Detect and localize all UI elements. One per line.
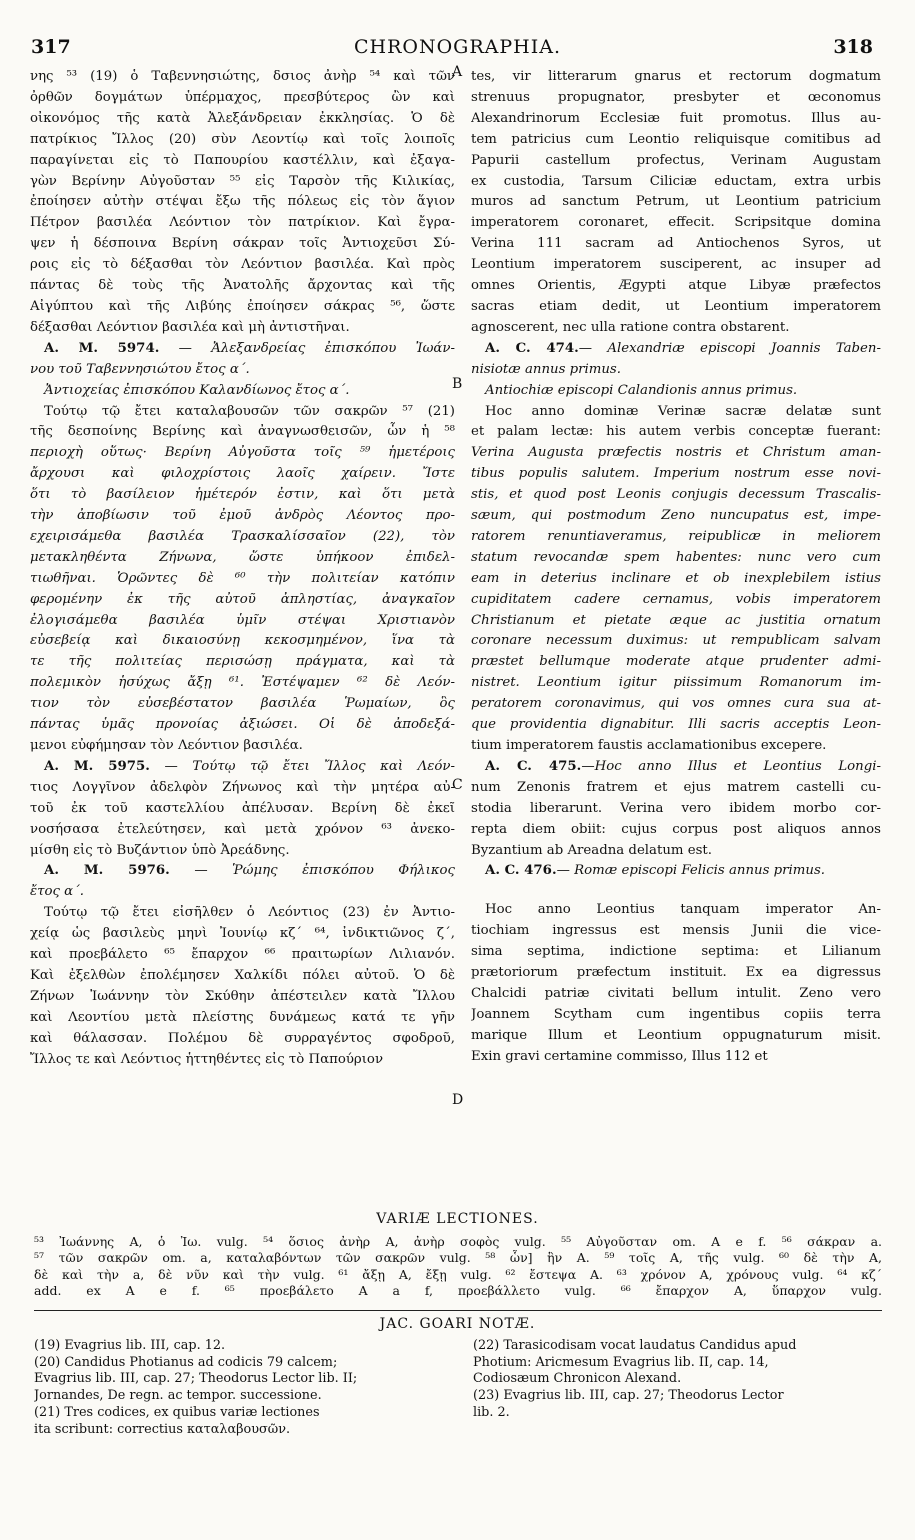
variant-line: ⁵³ Ἰωάννης A, ὁ Ἰω. vulg. ⁵⁴ ὅσιος ἀνὴρ A, ἀνὴρ σοφὸς vulg. ⁵⁵ Αὐγοῦσταν om. A e f. ⁵⁶ σάκραν a. (34, 1234, 882, 1249)
greek-text-line: Καὶ ἐξελθὼν ἐπολέμησεν Χαλκίδι πόλει αὐτοῦ. Ὁ δὲ (30, 967, 455, 983)
latin-text-line: sæum, qui postmodum Zeno nuncupatus est, impe- (471, 508, 881, 524)
margin-letter-b: B (452, 376, 463, 392)
greek-text-line: μενοι εὐφήμησαν τὸν Λεόντιον βασιλέα. (30, 738, 303, 753)
latin-text-line: ex custodia, Tarsum Ciliciæ eductam, extra urbis (471, 173, 881, 189)
variae-lectiones (34, 1234, 882, 1299)
latin-text-line: imperatorem coronaret, effecit. Scripsitque domina (471, 215, 881, 231)
greek-column (30, 67, 455, 1071)
greek-text-line: ἐποίησεν αὐτὴν στέψαι ἔξω τῆς πόλεως εἰς τὸν ἅγιον (30, 194, 455, 210)
latin-text-line: repta diem obiit: cujus corpus post aliquos annos (471, 821, 881, 837)
greek-text-line: τιωθῆναι. Ὁρῶντες δὲ ⁶⁰ τὴν πολιτείαν κατόπιν (30, 570, 455, 586)
greek-text-line: ὅτι τὸ βασίλειον ἡμέτερόν ἐστιν, καὶ ὅτι μετὰ (30, 487, 455, 503)
latin-text-line: muros ad sanctum Petrum, ut Leontium patricium (471, 194, 881, 210)
latin-text-line: agnoscerent, nec ulla ratione contra obstarent. (471, 319, 790, 335)
greek-text-line: τε τῆς πολιτείας περισώσῃ πράγματα, καὶ τὰ (30, 654, 455, 670)
latin-text-line: Hoc anno dominæ Verinæ sacræ delatæ sunt (485, 403, 881, 419)
latin-text-line: A. C. 474.— Alexandriæ episcopi Joannis Taben- (485, 340, 881, 356)
latin-text-line: stis, et quod post Leonis conjugis decessum Trascalis- (471, 487, 881, 503)
divider (34, 1310, 882, 1311)
notes-title: JAC. GOARI NOTÆ. (379, 1316, 536, 1332)
note-line: Codiosæum Chronicon Alexand. (473, 1371, 682, 1387)
latin-text-line: sacras etiam dedit, ut Leontium imperatorem (471, 298, 881, 314)
latin-text-line: marique Illum et Leontium oppugnaturum misit. (471, 1027, 881, 1043)
latin-text-line: Antiochiæ episcopi Calandionis annus primus. (485, 382, 798, 398)
note-line: lib. 2. (473, 1404, 510, 1420)
greek-text-line: νου τοῦ Ταβεννησιώτου ἔτος α΄. (30, 361, 250, 377)
latin-text-line: A. C. 475.—Hoc anno Illus et Leontius Longi- (485, 758, 881, 774)
greek-text-line: καὶ προεβάλετο ⁶⁵ ἔπαρχον ⁶⁶ πραιτωρίων Λιλιανόν. (30, 947, 455, 963)
greek-text-line: νοσήσασα ἐτελεύτησεν, καὶ μετὰ χρόνον ⁶³ ἀνεκο- (30, 821, 455, 837)
latin-text-line: tium imperatorem faustis acclamationibus excepere. (471, 738, 827, 753)
note-line: (19) Evagrius lib. III, cap. 12. (34, 1338, 226, 1353)
latin-text-line: cupiditatem cadere cernamus, vobis imperatorem (471, 591, 881, 607)
greek-text-line: καὶ Λεοντίου μετὰ πλείστης δυνάμεως κατά τε γῆν (30, 1009, 455, 1025)
latin-text-line: A. C. 476.— Romæ episcopi Felicis annus primus. (485, 863, 825, 879)
greek-text-line: περιοχὴ οὕτως· Βερίνη Αὐγοῦστα τοῖς ⁵⁹ ἡμετέροις (30, 445, 455, 461)
margin-letter-d: D (452, 1092, 464, 1108)
latin-text-line: præstet bellumque moderate atque prudenter admi- (471, 654, 881, 670)
note-line: ita scribunt: correctius καταλαβουσῶν. (34, 1421, 291, 1437)
latin-text-line: Hoc anno Leontius tanquam imperator An- (485, 902, 881, 918)
greek-text-line: ἄρχουσι καὶ φιλοχρίστοις λαοῖς χαίρειν. Ἴστε (30, 466, 455, 482)
latin-text-line: strenuus propugnator, presbyter et œconomus (471, 89, 881, 105)
latin-text-line: Chalcidi patriæ civitati bellum intulit. Zeno vero (471, 985, 881, 1001)
greek-text-line: δέξασθαι Λεόντιον βασιλέα καὶ μὴ ἀντιστῆναι. (30, 319, 350, 335)
greek-text-line: τῆς δεσποίνης Βερίνης καὶ ἀναγνωσθεισῶν, ὧν ἡ ⁵⁸ (30, 424, 455, 440)
greek-text-line: φερομένην ἐκ τῆς αὐτοῦ ἀπληστίας, ἀναγκαῖον (30, 591, 455, 607)
latin-text-line: Verina 111 sacram ad Antiochenos Syros, ut (471, 236, 881, 252)
latin-text-line: tem patricius cum Leontio reliquisque comitibus ad (471, 131, 881, 147)
latin-text-line: Byzantium ab Areadna delatum est. (471, 842, 712, 858)
margin-letter-c: C (452, 777, 463, 793)
latin-text-line: et palam lectæ: his autem verbis conceptæ fuerant: (471, 424, 881, 440)
greek-text-line: μετακληθέντα Ζήνωνα, ὥστε ὑπήκοον ἐπιδελ- (30, 549, 455, 565)
latin-text-line: coronare necessum duximus: ut rempublicam salvam (471, 633, 881, 649)
latin-column (471, 67, 881, 1068)
greek-text-line: οἰκονόμος τῆς κατὰ Ἀλεξάνδρειαν ἐκκλησίας. Ὁ δὲ (30, 110, 455, 126)
variae-lectiones-title: VARIÆ LECTIONES. (376, 1211, 539, 1227)
notes-right-column (473, 1338, 883, 1422)
latin-text-line: peratorem coronavimus, qui vos omnes cura sua at- (471, 696, 881, 712)
greek-text-line: Ἴλλος τε καὶ Λεόντιος ἡττηθέντες εἰς τὸ Παπούριον (30, 1051, 384, 1067)
greek-text-line: τοῦ ἐκ τοῦ καστελλίου ἀπέλυσαν. Βερίνη δὲ ἐκεῖ (30, 800, 455, 816)
greek-text-line: ἔτος α΄. (30, 884, 85, 900)
latin-text-line: stodia liberarunt. Verina vero ibidem morbo cor- (471, 800, 881, 816)
greek-text-line: A. M. 5976. — Ῥώμης ἐπισκόπου Φήλικος (44, 863, 455, 879)
greek-text-line: Πέτρον βασιλέα Λεόντιον τὸν πατρίκιον. Καὶ ἔγρα- (30, 215, 455, 231)
latin-text-line: eam in deterius inclinare et ob inexplebilem istius (471, 570, 881, 586)
greek-text-line: Ζήνων Ἰωάννην τὸν Σκύθην ἀπέστειλεν κατὰ Ἴλλου (30, 988, 455, 1004)
variant-line: δὲ καὶ τὴν a, δὲ νῦν καὶ τὴν vulg. ⁶¹ ἄξῃ A, ἔξῃ vulg. ⁶² ἔστεψα A. ⁶³ χρόνον A, χρόνους vulg. ⁶⁴ κζ΄ (34, 1266, 882, 1282)
latin-text-line: Alexandrinorum Ecclesiæ fuit promotus. Illus au- (471, 110, 881, 126)
note-line: (20) Candidus Photianus ad codicis 79 calcem; (34, 1354, 338, 1370)
greek-text-line: Τούτῳ τῷ ἔτει εἰσῆλθεν ὁ Λεόντιος (23) ἐν Ἀντιο- (44, 905, 455, 921)
section-gap (471, 882, 881, 900)
greek-text-line: πάντας ὑμᾶς προνοίας ἀξιώσει. Οἱ δὲ ἀποδεξά- (30, 717, 455, 733)
greek-text-line: πολεμικὸν ἡσύχως ἄξῃ ⁶¹. Ἐστέψαμεν ⁶² δὲ Λεόν- (30, 675, 455, 691)
greek-text-line: μίσθη εἰς τὸ Βυζάντιον ὑπὸ Ἀρεάδνης. (30, 842, 290, 858)
greek-text-line: Ἀντιοχείας ἐπισκόπου Καλανδίωνος ἔτος α΄. (44, 382, 350, 398)
greek-text-line: καὶ θάλασσαν. Πολέμου δὲ συρραγέντος σφοδροῦ, (30, 1030, 455, 1046)
latin-text-line: Christianum et pietate æque ac justitia ornatum (471, 612, 881, 628)
latin-text-line: tibus populis salutem. Imperium nostrum esse novi- (471, 466, 881, 482)
latin-text-line: prætoriorum præfectum instituit. Ex ea digressus (471, 965, 881, 981)
greek-text-line: ψεν ἡ δέσποινα Βερίνη σάκραν τοῖς Ἀντιοχεῦσι Σύ- (30, 236, 455, 252)
latin-text-line: nisiotæ annus primus. (471, 361, 621, 377)
page-header (0, 36, 915, 60)
greek-text-line: Αἰγύπτου καὶ τῆς Λιβύης ἐποίησεν σάκρας ⁵⁶, ὥστε (30, 298, 455, 314)
greek-text-line: παραγίνεται εἰς τὸ Παπουρίου καστέλλιν, καὶ ἐξαγα- (30, 152, 455, 168)
latin-text-line: Verina Augusta præfectis nostris et Christum aman- (471, 445, 881, 461)
latin-text-line: tes, vir litterarum gnarus et rectorum dogmatum (471, 69, 881, 84)
latin-text-line: Papurii castellum profectus, Verinam Augustam (471, 152, 881, 168)
latin-text-line: nistret. Leontium igitur piissimum Romanorum im- (471, 675, 881, 691)
latin-text-line: sima septima, indictione septima: et Lilianum (471, 944, 881, 960)
greek-text-line: ὀρθῶν δογμάτων ὑπέρμαχος, πρεσβύτερος ὢν καὶ (30, 89, 455, 105)
greek-text-line: πάντας δὲ τοὺς τῆς Ἀνατολῆς ἄρχοντας καὶ τῆς (30, 278, 455, 294)
note-line: Jornandes, De regn. ac tempor. successione. (34, 1388, 322, 1404)
note-line: (23) Evagrius lib. III, cap. 27; Theodorus Lector (473, 1388, 784, 1404)
latin-text-line: que providentia dignabitur. Illi sacris acceptis Leon- (471, 717, 881, 733)
margin-letter-a: A (452, 64, 463, 80)
page-number-left: 317 (31, 36, 71, 58)
greek-text-line: τὴν ἀποβίωσιν τοῦ ἐμοῦ ἀνδρὸς Λέοντος προ- (30, 508, 455, 524)
note-line: Evagrius lib. III, cap. 27; Theodorus Lector lib. II; (34, 1371, 358, 1387)
greek-text-line: τιος Λογγῖνον ἀδελφὸν Ζήνωνος καὶ τὴν μητέρα αὐ- (30, 779, 455, 795)
note-line: Photium: Aricmesum Evagrius lib. II, cap. 14, (473, 1354, 769, 1370)
latin-text-line: ratorem renuntiaveramus, reipublicæ in meliorem (471, 528, 881, 544)
greek-text-line: ἐλογισάμεθα βασιλέα ὑμῖν στέψαι Χριστιανὸν (30, 612, 455, 628)
greek-text-line: πατρίκιος Ἴλλος (20) σὺν Λεοντίῳ καὶ τοῖς λοιποῖς (30, 131, 455, 147)
greek-text-line: Τούτῳ τῷ ἔτει καταλαβουσῶν τῶν σακρῶν ⁵⁷ (21) (44, 403, 455, 419)
running-title: CHRONOGRAPHIA. (353, 36, 561, 58)
latin-text-line: Exin gravi certamine commisso, Illus 112 et (471, 1048, 768, 1064)
latin-text-line: Leontium imperatorem susciperent, ac insuper ad (471, 257, 881, 273)
note-line: (22) Tarasicodisam vocat laudatus Candidus apud (473, 1338, 797, 1353)
greek-text-line: χείᾳ ὡς βασιλεὺς μηνὶ Ἰουνίῳ κζ΄ ⁶⁴, ἰνδικτιῶνος ζ΄, (30, 926, 455, 942)
greek-text-line: εχειρισάμεθα βασιλέα Τρασκαλίσσαῖον (22), τὸν (30, 528, 455, 544)
latin-text-line: omnes Orientis, Ægypti atque Libyæ præfectos (471, 278, 881, 294)
greek-text-line: τιον τὸν εὐσεβέστατον βασιλέα Ῥωμαίων, ὃς (30, 696, 455, 712)
greek-text-line: ροις εἰς τὸ δέξασθαι τὸν Λεόντιον βασιλέα. Καὶ πρὸς (30, 257, 455, 273)
latin-text-line: num Zenonis fratrem et ejus matrem castelli cu- (471, 779, 881, 795)
latin-text-line: Joannem Scytham cum ingentibus copiis terra (471, 1006, 881, 1022)
greek-text-line: νης ⁵³ (19) ὁ Ταβεννησιώτης, δσιος ἀνὴρ ⁵⁴ καὶ τῶν (30, 69, 455, 84)
greek-text-line: εὐσεβείᾳ καὶ δικαιοσύνῃ κεκοσμημένον, ἵνα τὰ (30, 633, 455, 649)
variant-line: ⁵⁷ τῶν σακρῶν om. a, καταλαβόντων τῶν σακρῶν vulg. ⁵⁸ ὧν] ἣν A. ⁵⁹ τοῖς A, τῆς vulg. ⁶⁰ δὲ τὴν A, (34, 1250, 882, 1266)
page-number-right: 318 (833, 36, 873, 58)
greek-text-line: A. M. 5974. — Ἀλεξανδρείας ἐπισκόπου Ἰωάν- (44, 340, 455, 356)
greek-text-line: A. M. 5975. — Τούτῳ τῷ ἔτει Ἴλλος καὶ Λεόν- (44, 758, 455, 774)
latin-text-line: tiochiam ingressus est mensis Junii die vice- (471, 923, 881, 939)
latin-text-line: statum revocandæ spem habentes: nunc vero cum (471, 549, 881, 565)
greek-text-line: γὼν Βερίνην Αὐγοῦσταν ⁵⁵ εἰς Ταρσὸν τῆς Κιλικίας, (30, 173, 455, 189)
notes-left-column (34, 1338, 452, 1438)
variant-line: add. ex A e f. ⁶⁵ προεβάλετο A a f, προεβάλλετο vulg. ⁶⁶ ἔπαρχον A, ὕπαρχον vulg. (34, 1282, 882, 1298)
note-line: (21) Tres codices, ex quibus variæ lectiones (34, 1404, 320, 1420)
